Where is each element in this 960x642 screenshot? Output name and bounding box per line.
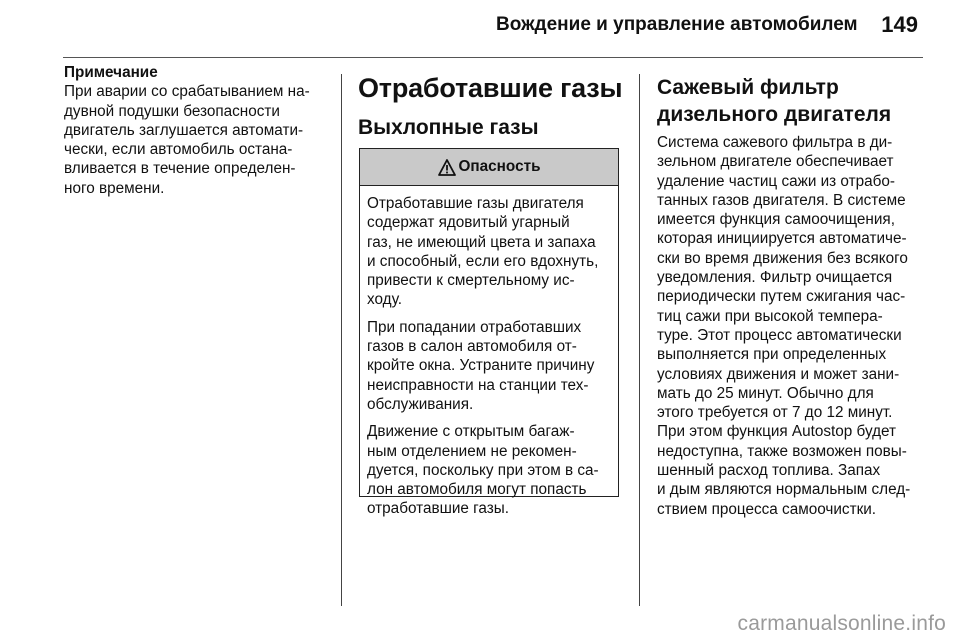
- body-line: ски во время движения без всякого: [657, 249, 908, 267]
- warning-paragraph: [367, 318, 612, 414]
- note-line: дувной подушки безопасности: [64, 102, 280, 120]
- warning-line: содержат ядовитый угарный: [367, 214, 570, 232]
- warning-line: привести к смертельному ис-: [367, 272, 575, 290]
- body-line: этого требуется от 7 до 12 минут.: [657, 404, 893, 422]
- warning-header: [360, 149, 618, 186]
- warning-triangle-icon: [438, 159, 456, 176]
- warning-line: лон автомобиля могут попасть: [367, 481, 587, 499]
- section-subheading: Выхлопные газы: [358, 116, 539, 139]
- header-divider: [63, 57, 923, 58]
- warning-line: ным отделением не рекомен-: [367, 442, 577, 460]
- warning-line: При попадании отработавших: [367, 318, 582, 336]
- body-line: удаление частиц сажи из отрабо-: [657, 172, 895, 190]
- section-heading: Отработавшие газы: [358, 73, 623, 103]
- note-line: При аварии со срабатыванием на-: [64, 83, 310, 101]
- body-line: которая инициируется автоматиче-: [657, 230, 907, 248]
- warning-box: [359, 148, 619, 518]
- warning-body: [360, 186, 618, 519]
- heading-line: дизельного двигателя: [657, 103, 892, 126]
- warning-line: и способный, если его вдохнуть,: [367, 252, 599, 270]
- page-header-title: Вождение и управление автомобилем: [496, 14, 858, 35]
- warning-line: газов в салон автомобиля от-: [367, 338, 577, 356]
- column-divider-2: [639, 74, 640, 606]
- warning-line: отработавшие газы.: [367, 500, 510, 518]
- warning-line: дуется, поскольку при этом в са-: [367, 461, 599, 479]
- body-line: выполняется при определенных: [657, 346, 887, 364]
- column-middle: [358, 63, 628, 141]
- note-line: чески, если автомобиль остана-: [64, 141, 293, 159]
- column-divider-1: [341, 74, 342, 606]
- body-line: При этом функция Autostop будет: [657, 423, 897, 441]
- note-line: двигатель заглушается автомати-: [64, 121, 304, 139]
- warning-line: неисправности на станции тех-: [367, 376, 589, 394]
- watermark-text: carmanualsonline.info: [737, 612, 946, 635]
- body-line: недоступна, также возможен повы-: [657, 442, 907, 460]
- body-line: шенный расход топлива. Запах: [657, 462, 881, 480]
- body-line: Система сажевого фильтра в ди-: [657, 134, 893, 151]
- body-line: ствием процесса самоочистки.: [657, 500, 877, 518]
- warning-paragraph: [367, 422, 612, 518]
- body-line: условиях движения и может зани-: [657, 365, 900, 383]
- body-line: и дым являются нормальным след-: [657, 481, 911, 499]
- note-title: Примечание: [64, 64, 158, 81]
- page-number: 149: [881, 12, 918, 37]
- section-heading-dpf: [657, 74, 927, 128]
- note-line: вливается в течение определен-: [64, 160, 296, 178]
- body-line: мать до 25 минут. Обычно для: [657, 384, 874, 402]
- heading-line: Сажевый фильтр: [657, 76, 839, 99]
- column-right: [657, 63, 927, 519]
- body-line: танных газов двигателя. В системе: [657, 191, 906, 209]
- warning-line: газ, не имеющий цвета и запаха: [367, 233, 596, 251]
- body-line: уведомления. Фильтр очищается: [657, 269, 893, 287]
- body-line: тиц сажи при высокой темпера-: [657, 307, 883, 325]
- body-line: зельном двигателе обеспечивает: [657, 153, 894, 171]
- body-line: имеется функция самоочищения,: [657, 211, 895, 229]
- column-left: [64, 63, 334, 198]
- warning-paragraph: [367, 194, 612, 310]
- warning-line: ходу.: [367, 291, 402, 309]
- warning-line: обслуживания.: [367, 395, 474, 413]
- warning-title: Опасность: [458, 158, 541, 175]
- body-line: периодически путем сжигания час-: [657, 288, 906, 306]
- body-line: туре. Этот процесс автоматически: [657, 326, 902, 344]
- warning-line: Движение с открытым багаж-: [367, 423, 575, 441]
- note-line: ного времени.: [64, 179, 165, 197]
- warning-line: кройте окна. Устраните причину: [367, 357, 595, 375]
- warning-line: Отработавшие газы двигателя: [367, 195, 584, 212]
